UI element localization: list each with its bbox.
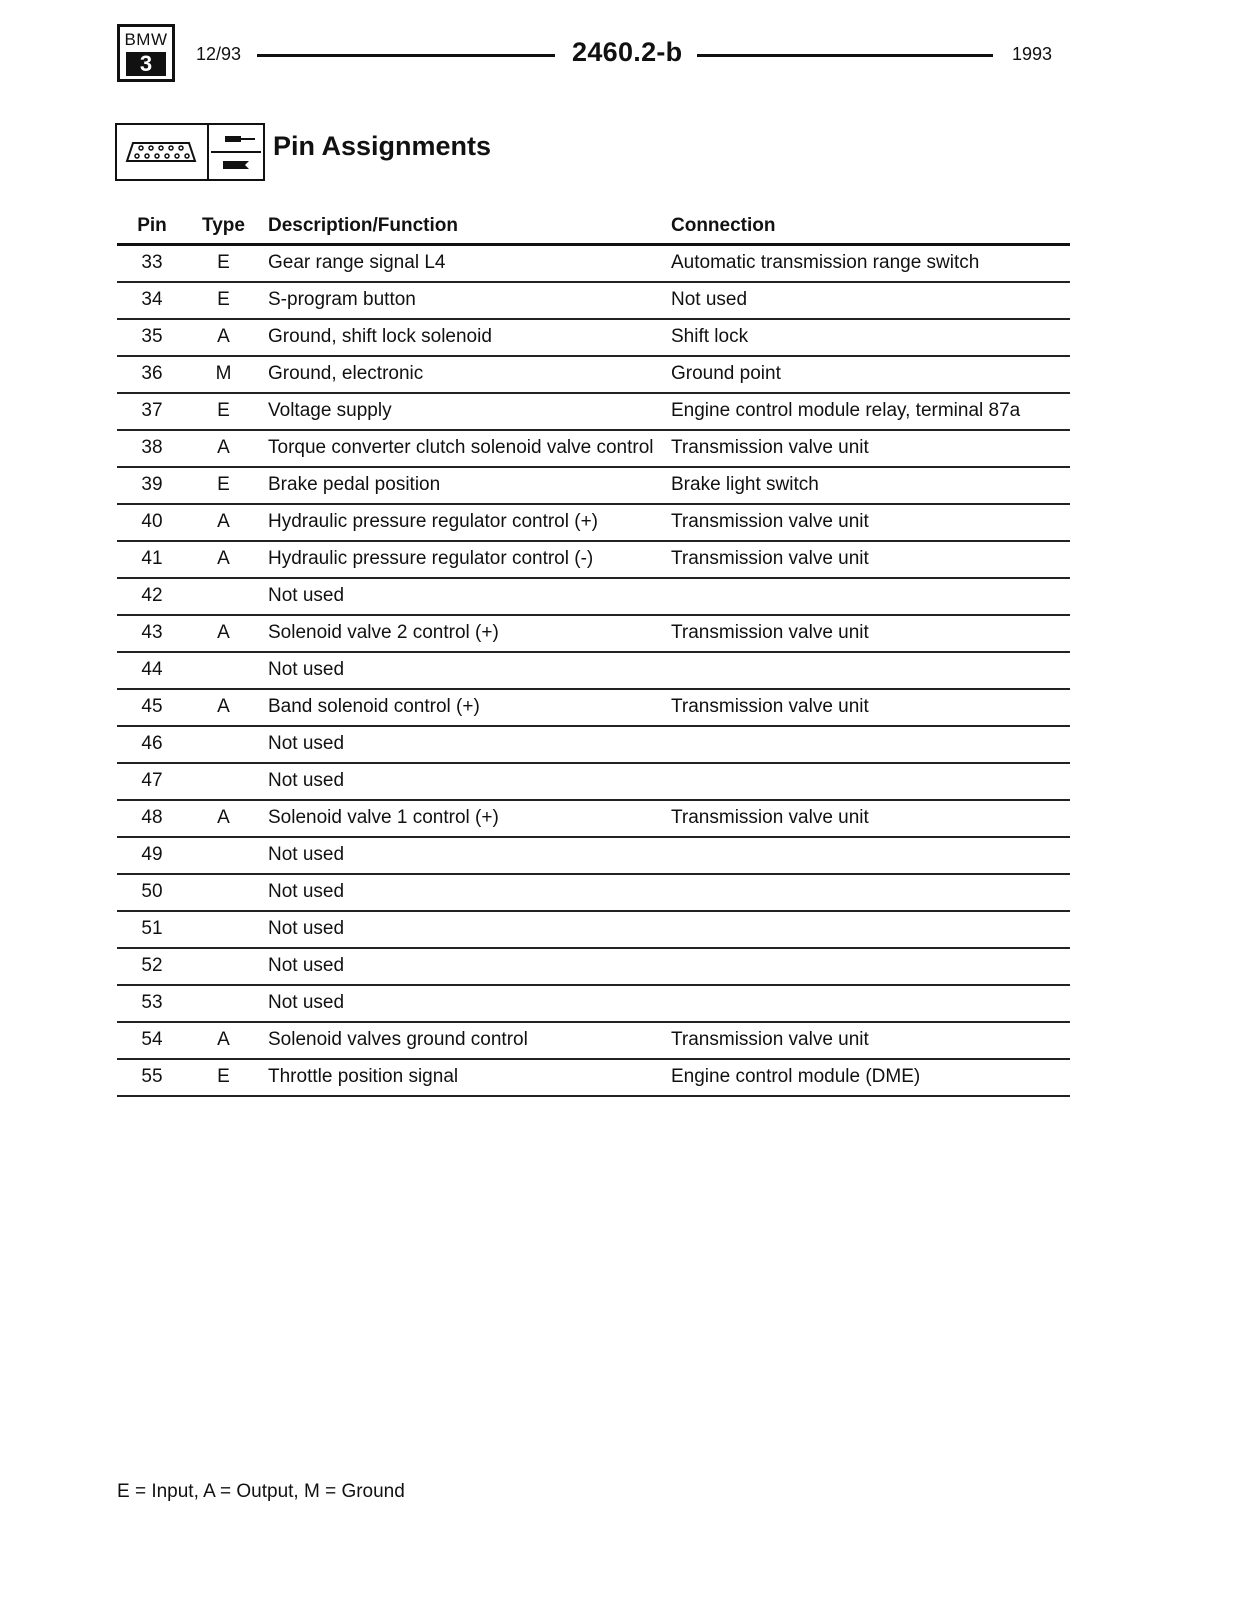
- pin-cell: 43: [117, 615, 187, 652]
- type-cell: [187, 874, 260, 911]
- table-row: [117, 282, 1070, 319]
- table-row: [117, 504, 1070, 541]
- table-row: [117, 1022, 1070, 1059]
- description-cell: Not used: [260, 911, 671, 948]
- pin-cell: 41: [117, 541, 187, 578]
- connection-cell: [671, 837, 1070, 874]
- type-cell: A: [187, 800, 260, 837]
- table-row: [117, 578, 1070, 615]
- connection-cell: Transmission valve unit: [671, 800, 1070, 837]
- table-row: [117, 356, 1070, 393]
- type-cell: A: [187, 319, 260, 356]
- type-cell: [187, 911, 260, 948]
- table-row: [117, 874, 1070, 911]
- table-row: [117, 948, 1070, 985]
- pin-cell: 42: [117, 578, 187, 615]
- description-cell: Not used: [260, 763, 671, 800]
- table-row: [117, 763, 1070, 800]
- table-row: [117, 541, 1070, 578]
- connection-cell: [671, 874, 1070, 911]
- pin-cell: 52: [117, 948, 187, 985]
- type-cell: A: [187, 504, 260, 541]
- table-row: [117, 393, 1070, 430]
- table-row: [117, 430, 1070, 467]
- connection-cell: [671, 911, 1070, 948]
- connection-cell: [671, 652, 1070, 689]
- type-cell: [187, 578, 260, 615]
- type-cell: E: [187, 282, 260, 319]
- page-title: Pin Assignments: [273, 131, 492, 161]
- type-cell: A: [187, 615, 260, 652]
- connection-cell: Shift lock: [671, 319, 1070, 356]
- connection-cell: Transmission valve unit: [671, 541, 1070, 578]
- connection-cell: Engine control module (DME): [671, 1059, 1070, 1096]
- table-row: [117, 1059, 1070, 1096]
- pin-cell: 35: [117, 319, 187, 356]
- description-cell: Solenoid valve 1 control (+): [260, 800, 671, 837]
- table-row: [117, 467, 1070, 504]
- description-cell: Ground, electronic: [260, 356, 671, 393]
- pin-cell: 48: [117, 800, 187, 837]
- connection-cell: Automatic transmission range switch: [671, 245, 1070, 283]
- pin-assignment-table: [117, 209, 1070, 1097]
- description-cell: Brake pedal position: [260, 467, 671, 504]
- connection-cell: [671, 763, 1070, 800]
- pin-cell: 33: [117, 245, 187, 283]
- connection-cell: [671, 578, 1070, 615]
- tool-icon: [209, 125, 263, 179]
- description-cell: Not used: [260, 874, 671, 911]
- pin-cell: 39: [117, 467, 187, 504]
- pin-cell: 36: [117, 356, 187, 393]
- header-date: 12/93: [196, 44, 242, 64]
- description-cell: Solenoid valves ground control: [260, 1022, 671, 1059]
- bmw-logo: [117, 24, 175, 82]
- pin-cell: 37: [117, 393, 187, 430]
- connection-cell: Transmission valve unit: [671, 689, 1070, 726]
- description-cell: Band solenoid control (+): [260, 689, 671, 726]
- document-number: 2460.2-b: [572, 37, 683, 67]
- title-icon-box: [115, 123, 265, 181]
- table-row: [117, 985, 1070, 1022]
- pin-cell: 54: [117, 1022, 187, 1059]
- type-cell: [187, 948, 260, 985]
- pin-cell: 44: [117, 652, 187, 689]
- type-cell: A: [187, 541, 260, 578]
- connection-cell: Not used: [671, 282, 1070, 319]
- pin-cell: 34: [117, 282, 187, 319]
- pin-cell: 51: [117, 911, 187, 948]
- connection-cell: Brake light switch: [671, 467, 1070, 504]
- description-cell: Torque converter clutch solenoid valve control: [260, 430, 671, 467]
- type-cell: A: [187, 430, 260, 467]
- description-cell: Voltage supply: [260, 393, 671, 430]
- pin-cell: 38: [117, 430, 187, 467]
- table-row: [117, 245, 1070, 283]
- table-row: [117, 800, 1070, 837]
- description-cell: Solenoid valve 2 control (+): [260, 615, 671, 652]
- connection-cell: Transmission valve unit: [671, 430, 1070, 467]
- connection-cell: [671, 948, 1070, 985]
- table-body: [117, 245, 1070, 1097]
- table-row: [117, 911, 1070, 948]
- type-cell: [187, 652, 260, 689]
- description-cell: S-program button: [260, 282, 671, 319]
- pin-cell: 45: [117, 689, 187, 726]
- header-pin: Pin: [117, 209, 187, 245]
- header-type: Type: [187, 209, 260, 245]
- type-cell: [187, 763, 260, 800]
- type-cell: [187, 985, 260, 1022]
- description-cell: Throttle position signal: [260, 1059, 671, 1096]
- connection-cell: Transmission valve unit: [671, 1022, 1070, 1059]
- type-cell: E: [187, 467, 260, 504]
- table-row: [117, 319, 1070, 356]
- pin-cell: 49: [117, 837, 187, 874]
- connection-cell: Transmission valve unit: [671, 615, 1070, 652]
- connector-icon: [117, 125, 209, 179]
- header-connection: Connection: [671, 209, 1070, 245]
- header-rule-left: [257, 54, 555, 57]
- table-header-row: [117, 209, 1070, 245]
- table-row: [117, 689, 1070, 726]
- description-cell: Hydraulic pressure regulator control (-): [260, 541, 671, 578]
- header-description: Description/Function: [260, 209, 671, 245]
- description-cell: Not used: [260, 726, 671, 763]
- pin-cell: 47: [117, 763, 187, 800]
- type-cell: [187, 726, 260, 763]
- description-cell: Not used: [260, 578, 671, 615]
- header-year: 1993: [1012, 44, 1053, 64]
- description-cell: Not used: [260, 837, 671, 874]
- header-rule-right: [697, 54, 993, 57]
- type-cell: A: [187, 1022, 260, 1059]
- type-cell: E: [187, 1059, 260, 1096]
- type-cell: A: [187, 689, 260, 726]
- logo-brand: BMW: [124, 30, 168, 49]
- description-cell: Not used: [260, 985, 671, 1022]
- type-cell: E: [187, 393, 260, 430]
- pin-cell: 46: [117, 726, 187, 763]
- page-header: [117, 24, 1072, 86]
- table-row: [117, 726, 1070, 763]
- table-row: [117, 837, 1070, 874]
- connection-cell: Transmission valve unit: [671, 504, 1070, 541]
- connection-cell: [671, 985, 1070, 1022]
- connection-cell: Engine control module relay, terminal 87a: [671, 393, 1070, 430]
- table-row: [117, 615, 1070, 652]
- type-cell: E: [187, 245, 260, 283]
- pin-cell: 53: [117, 985, 187, 1022]
- connection-cell: Ground point: [671, 356, 1070, 393]
- type-cell: [187, 837, 260, 874]
- pin-cell: 55: [117, 1059, 187, 1096]
- description-cell: Not used: [260, 948, 671, 985]
- description-cell: Ground, shift lock solenoid: [260, 319, 671, 356]
- pin-cell: 50: [117, 874, 187, 911]
- description-cell: Hydraulic pressure regulator control (+): [260, 504, 671, 541]
- description-cell: Gear range signal L4: [260, 245, 671, 283]
- connection-cell: [671, 726, 1070, 763]
- description-cell: Not used: [260, 652, 671, 689]
- pin-cell: 40: [117, 504, 187, 541]
- table-row: [117, 652, 1070, 689]
- type-legend: E = Input, A = Output, M = Ground: [117, 1481, 405, 1502]
- logo-model: 3: [126, 52, 166, 76]
- type-cell: M: [187, 356, 260, 393]
